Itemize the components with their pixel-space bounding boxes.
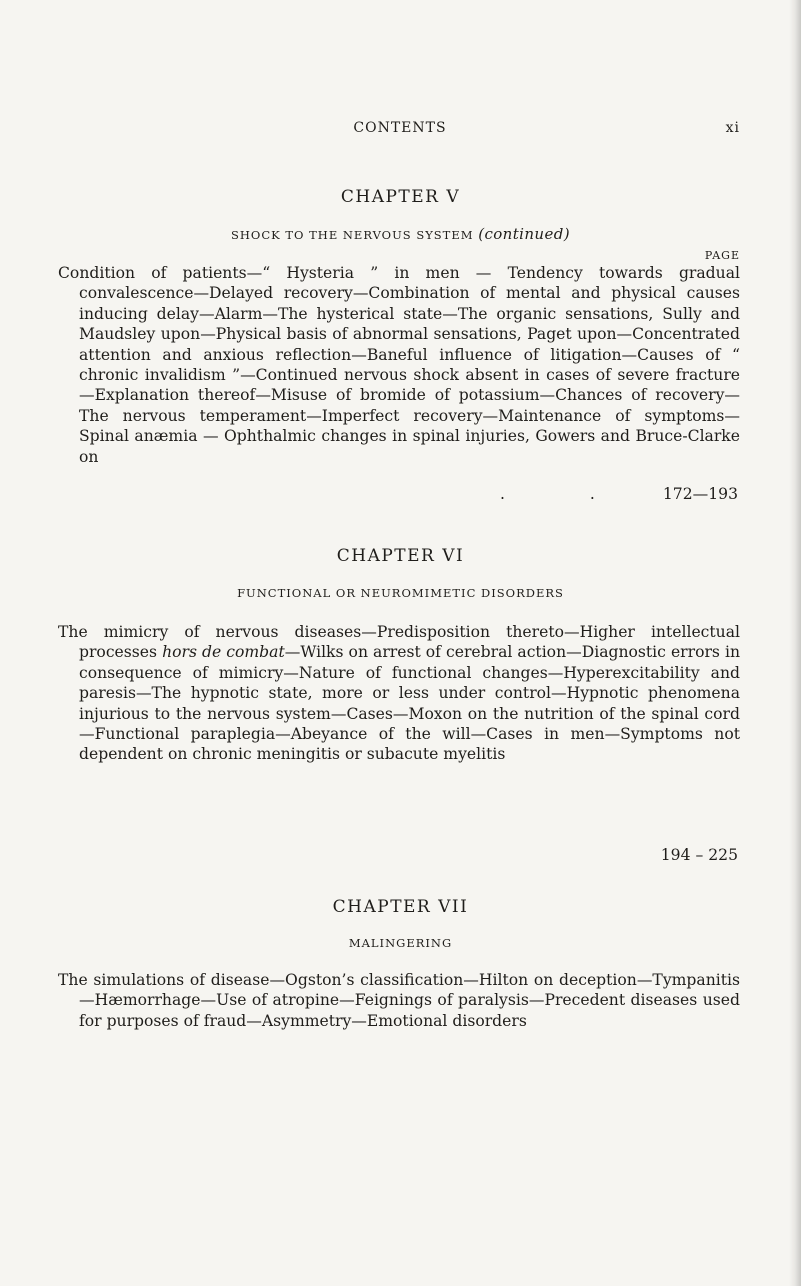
chapter-5-subtitle-text: SHOCK TO THE NERVOUS SYSTEM [230,228,474,242]
chapter-5-heading: CHAPTER V [340,187,461,207]
chapter-6-summary-italic: hors de combat [162,643,285,662]
chapter-5-subtitle [0,225,801,243]
chapter-6-summary [58,622,740,765]
chapter-6-summary-text-2: —Wilks on arrest of cerebral action—Diagnostic errors in consequence of mimicry—Nature of functional changes—Hyperexcitability and paresis—The hypnotic state, more or less under control—Hypnotic phenomena injurious to the nervous system—Cases—Moxon on the nutrition of the spinal cord—Functional paraplegia—Abeyance of the will—Cases in men—Symptoms not dependent on chronic meningitis or subacute myelitis [79,643,741,764]
chapter-5-leaders: . . [500,485,635,503]
chapter-5-subtitle-note: (continued) [478,225,571,243]
page-number: xi [725,120,740,136]
running-head-title: CONTENTS [353,120,447,136]
chapter-7-summary [58,970,740,1031]
chapter-6-subtitle: FUNCTIONAL OR NEUROMIMETIC DISORDERS [237,586,564,600]
page-column-label: PAGE [704,249,740,262]
chapter-7-summary-text: The simulations of disease—Ogston’s classification—Hilton on deception—Tympanitis—Hæmorrhage—Use of atropine—Feignings of paralysis—Precedent diseases used for purposes of fraud—Asymmetry—Emotional disorders [58,971,740,1030]
chapter-6-pages: 194 – 225 [660,846,738,864]
chapter-5-summary [58,263,740,467]
chapter-6-summary-text-1: The mimicry of nervous diseases—Predisposition thereto—Higher intellectual processes [58,623,740,662]
running-head [60,120,740,140]
chapter-7-subtitle: MALINGERING [348,936,453,950]
chapter-5-pages: 172—193 [662,485,738,503]
chapter-6-heading: CHAPTER VI [336,546,465,566]
chapter-5-summary-text: Condition of patients—“ Hysteria ” in men — Tendency towards gradual convalescence—Delayed recovery—Combination of mental and physical causes inducing delay—Alarm—The hysterical state—The organic sensations, Sully and Maudsley upon—Physical basis of abnormal sensations, Paget upon—Concentrated attention and anxious reflection—Baneful influence of litigation—Causes of “ chronic invalidism ”—Continued nervous shock absent in cases of severe fracture—Explanation thereof—Misuse of bromide of potassium—Chances of recovery—The nervous temperament—Imperfect recovery—Maintenance of symptoms—Spinal anæmia — Ophthalmic changes in spinal injuries, Gowers and Bruce-Clarke on [58,264,740,466]
chapter-7-heading: CHAPTER VII [332,897,469,917]
